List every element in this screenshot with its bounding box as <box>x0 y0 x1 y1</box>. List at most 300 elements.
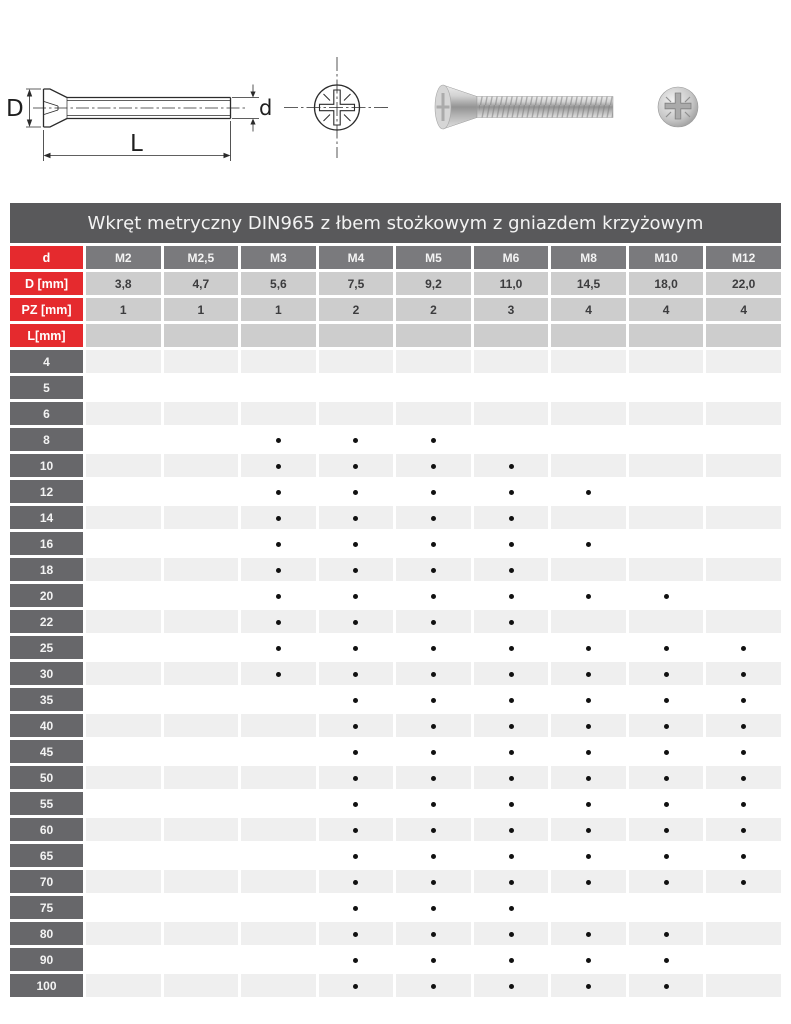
availability-row <box>10 532 781 555</box>
availability-cell <box>319 792 394 815</box>
availability-dot <box>741 828 746 833</box>
availability-dot <box>586 672 591 677</box>
availability-cell <box>474 792 549 815</box>
availability-cell <box>319 532 394 555</box>
availability-cell <box>551 766 626 789</box>
availability-cell <box>241 506 316 529</box>
availability-cell <box>241 792 316 815</box>
availability-cell <box>319 870 394 893</box>
availability-cell <box>551 818 626 841</box>
availability-dot <box>431 542 436 547</box>
dim-label-D: D <box>6 96 24 122</box>
availability-cell <box>319 818 394 841</box>
availability-cell <box>164 714 239 737</box>
availability-cell <box>241 870 316 893</box>
availability-cell <box>319 662 394 685</box>
availability-cell <box>396 844 471 867</box>
availability-dot <box>276 490 281 495</box>
availability-cell <box>551 896 626 919</box>
availability-cell <box>319 974 394 997</box>
availability-cell <box>629 792 704 815</box>
availability-cell <box>319 740 394 763</box>
availability-dot <box>353 750 358 755</box>
availability-dot <box>431 750 436 755</box>
availability-dot <box>431 776 436 781</box>
availability-dot <box>276 464 281 469</box>
availability-dot <box>586 802 591 807</box>
availability-cell <box>629 896 704 919</box>
availability-cell <box>241 662 316 685</box>
availability-cell <box>629 350 704 373</box>
availability-row <box>10 870 781 893</box>
availability-cell <box>396 506 471 529</box>
length-cell: 18 <box>10 558 83 581</box>
spec-value-cell: 1 <box>241 298 316 321</box>
availability-dot <box>276 438 281 443</box>
availability-cell <box>164 610 239 633</box>
availability-cell <box>706 454 781 477</box>
table-title: Wkręt metryczny DIN965 z łbem stożkowym z gniazdem krzyżowym <box>10 203 781 243</box>
availability-dot <box>741 646 746 651</box>
availability-cell <box>396 896 471 919</box>
availability-cell <box>629 454 704 477</box>
availability-cell <box>241 610 316 633</box>
availability-cell <box>706 870 781 893</box>
availability-cell <box>706 350 781 373</box>
availability-row <box>10 428 781 451</box>
spec-value-cell: 1 <box>164 298 239 321</box>
availability-cell <box>706 506 781 529</box>
col-header-m6: M6 <box>474 246 549 269</box>
availability-dot <box>664 594 669 599</box>
length-cell: 70 <box>10 870 83 893</box>
availability-cell <box>241 636 316 659</box>
availability-dot <box>586 724 591 729</box>
availability-cell <box>474 454 549 477</box>
availability-dot <box>509 880 514 885</box>
availability-dot <box>664 672 669 677</box>
availability-dot <box>586 776 591 781</box>
availability-dot <box>353 984 358 989</box>
availability-dot <box>741 776 746 781</box>
availability-cell <box>164 350 239 373</box>
availability-dot <box>509 932 514 937</box>
length-cell: 80 <box>10 922 83 945</box>
availability-cell <box>474 402 549 425</box>
screw-drawing-svg <box>0 0 791 203</box>
availability-dot <box>353 906 358 911</box>
availability-cell <box>164 532 239 555</box>
availability-cell <box>86 870 161 893</box>
availability-dot <box>509 594 514 599</box>
availability-cell <box>396 974 471 997</box>
availability-cell <box>86 480 161 503</box>
availability-cell <box>86 558 161 581</box>
spec-value-cell: 11,0 <box>474 272 549 295</box>
spec-value-cell: 3 <box>474 298 549 321</box>
availability-dot <box>586 854 591 859</box>
availability-cell <box>86 350 161 373</box>
availability-dot <box>509 464 514 469</box>
availability-cell <box>86 896 161 919</box>
availability-dot <box>586 932 591 937</box>
availability-cell <box>396 636 471 659</box>
availability-cell <box>241 922 316 945</box>
availability-cell <box>551 662 626 685</box>
availability-dot <box>664 932 669 937</box>
availability-dot <box>276 646 281 651</box>
availability-cell <box>474 818 549 841</box>
corner-cell: d <box>10 246 83 269</box>
availability-row <box>10 636 781 659</box>
col-header-m10: M10 <box>629 246 704 269</box>
availability-dot <box>431 724 436 729</box>
availability-cell <box>319 922 394 945</box>
availability-dot <box>276 568 281 573</box>
length-cell: 16 <box>10 532 83 555</box>
availability-dot <box>509 698 514 703</box>
length-cell: 55 <box>10 792 83 815</box>
availability-dot <box>431 984 436 989</box>
availability-cell <box>551 350 626 373</box>
availability-row <box>10 740 781 763</box>
availability-dot <box>353 828 358 833</box>
availability-cell <box>474 922 549 945</box>
availability-cell <box>86 584 161 607</box>
availability-cell <box>551 974 626 997</box>
length-cell: 4 <box>10 350 83 373</box>
availability-dot <box>431 802 436 807</box>
availability-cell <box>474 740 549 763</box>
availability-row <box>10 454 781 477</box>
availability-dot <box>431 698 436 703</box>
availability-dot <box>664 984 669 989</box>
empty-spec-cell <box>396 324 471 347</box>
availability-cell <box>551 688 626 711</box>
availability-cell <box>474 896 549 919</box>
length-cell: 65 <box>10 844 83 867</box>
availability-cell <box>396 610 471 633</box>
availability-cell <box>706 792 781 815</box>
availability-row <box>10 688 781 711</box>
dim-label-L: L <box>130 131 143 157</box>
availability-cell <box>319 714 394 737</box>
availability-cell <box>551 714 626 737</box>
availability-cell <box>629 402 704 425</box>
length-cell: 90 <box>10 948 83 971</box>
size-header-row <box>10 246 781 269</box>
availability-row <box>10 896 781 919</box>
availability-cell <box>164 688 239 711</box>
availability-cell <box>474 506 549 529</box>
length-cell: 12 <box>10 480 83 503</box>
empty-spec-cell <box>164 324 239 347</box>
availability-cell <box>164 480 239 503</box>
length-header-row <box>10 324 781 347</box>
availability-dot <box>276 672 281 677</box>
availability-cell <box>706 922 781 945</box>
screw-head-photo <box>658 87 698 127</box>
availability-dot <box>353 802 358 807</box>
availability-cell <box>551 610 626 633</box>
length-cell: 6 <box>10 402 83 425</box>
availability-cell <box>629 636 704 659</box>
availability-cell <box>164 740 239 763</box>
availability-row <box>10 922 781 945</box>
availability-dot <box>664 958 669 963</box>
availability-dot <box>431 828 436 833</box>
availability-cell <box>474 584 549 607</box>
spec-value-cell: 4,7 <box>164 272 239 295</box>
availability-cell <box>551 844 626 867</box>
availability-cell <box>706 818 781 841</box>
availability-cell <box>164 506 239 529</box>
availability-cell <box>319 688 394 711</box>
availability-row <box>10 974 781 997</box>
col-header-m3: M3 <box>241 246 316 269</box>
availability-cell <box>86 844 161 867</box>
availability-cell <box>474 558 549 581</box>
availability-cell <box>396 454 471 477</box>
technical-drawings <box>0 0 791 203</box>
availability-dot <box>509 620 514 625</box>
availability-cell <box>474 844 549 867</box>
availability-cell <box>629 584 704 607</box>
availability-cell <box>241 350 316 373</box>
availability-dot <box>353 880 358 885</box>
availability-dot <box>431 438 436 443</box>
spec-table <box>7 243 784 1000</box>
availability-cell <box>241 844 316 867</box>
availability-cell <box>319 584 394 607</box>
availability-dot <box>509 854 514 859</box>
availability-cell <box>396 584 471 607</box>
empty-spec-cell <box>241 324 316 347</box>
availability-dot <box>431 516 436 521</box>
availability-cell <box>86 948 161 971</box>
availability-cell <box>241 740 316 763</box>
availability-cell <box>629 428 704 451</box>
availability-cell <box>706 402 781 425</box>
availability-cell <box>706 428 781 451</box>
availability-cell <box>551 636 626 659</box>
availability-dot <box>664 880 669 885</box>
availability-cell <box>86 792 161 815</box>
availability-cell <box>241 532 316 555</box>
availability-cell <box>319 844 394 867</box>
length-cell: 25 <box>10 636 83 659</box>
empty-spec-cell <box>319 324 394 347</box>
availability-cell <box>396 740 471 763</box>
availability-cell <box>629 818 704 841</box>
availability-cell <box>551 558 626 581</box>
col-header-m12: M12 <box>706 246 781 269</box>
availability-cell <box>86 974 161 997</box>
availability-cell <box>396 818 471 841</box>
availability-cell <box>629 922 704 945</box>
availability-cell <box>629 974 704 997</box>
length-cell: 45 <box>10 740 83 763</box>
length-cell: 8 <box>10 428 83 451</box>
availability-cell <box>164 896 239 919</box>
availability-dot <box>431 906 436 911</box>
spec-value-cell: 18,0 <box>629 272 704 295</box>
spec-row <box>10 298 781 321</box>
spec-value-cell: 1 <box>86 298 161 321</box>
spec-value-cell: 22,0 <box>706 272 781 295</box>
col-header-m4: M4 <box>319 246 394 269</box>
availability-dot <box>431 490 436 495</box>
availability-cell <box>319 766 394 789</box>
availability-cell <box>551 402 626 425</box>
empty-spec-cell <box>629 324 704 347</box>
availability-dot <box>664 802 669 807</box>
availability-dot <box>353 854 358 859</box>
availability-dot <box>353 958 358 963</box>
availability-cell <box>86 714 161 737</box>
length-cell: 14 <box>10 506 83 529</box>
availability-dot <box>586 828 591 833</box>
availability-cell <box>86 662 161 685</box>
availability-cell <box>164 974 239 997</box>
availability-cell <box>629 766 704 789</box>
availability-dot <box>509 776 514 781</box>
availability-dot <box>509 984 514 989</box>
availability-cell <box>86 766 161 789</box>
availability-cell <box>164 428 239 451</box>
empty-spec-cell <box>86 324 161 347</box>
availability-dot <box>509 568 514 573</box>
availability-cell <box>396 428 471 451</box>
availability-row <box>10 376 781 399</box>
availability-cell <box>706 766 781 789</box>
availability-cell <box>551 792 626 815</box>
availability-dot <box>509 516 514 521</box>
availability-cell <box>396 480 471 503</box>
availability-dot <box>431 672 436 677</box>
availability-cell <box>86 402 161 425</box>
availability-dot <box>586 750 591 755</box>
length-cell: 40 <box>10 714 83 737</box>
availability-dot <box>664 724 669 729</box>
availability-cell <box>86 532 161 555</box>
availability-row <box>10 766 781 789</box>
availability-dot <box>664 750 669 755</box>
availability-dot <box>431 932 436 937</box>
availability-cell <box>319 350 394 373</box>
availability-cell <box>164 662 239 685</box>
availability-dot <box>586 646 591 651</box>
availability-row <box>10 662 781 685</box>
availability-cell <box>319 896 394 919</box>
availability-dot <box>276 620 281 625</box>
availability-cell <box>474 480 549 503</box>
availability-cell <box>551 480 626 503</box>
availability-dot <box>353 646 358 651</box>
spec-row <box>10 272 781 295</box>
availability-cell <box>474 714 549 737</box>
availability-row <box>10 610 781 633</box>
length-header-label: L[mm] <box>10 324 83 347</box>
availability-cell <box>474 688 549 711</box>
thread-texture <box>479 97 613 118</box>
availability-cell <box>396 376 471 399</box>
availability-cell <box>629 480 704 503</box>
availability-cell <box>164 922 239 945</box>
availability-cell <box>396 792 471 815</box>
availability-dot <box>353 620 358 625</box>
availability-cell <box>241 480 316 503</box>
availability-cell <box>474 870 549 893</box>
availability-cell <box>164 558 239 581</box>
availability-cell <box>629 714 704 737</box>
availability-cell <box>551 506 626 529</box>
availability-cell <box>706 974 781 997</box>
availability-dot <box>353 672 358 677</box>
availability-row <box>10 506 781 529</box>
availability-cell <box>629 870 704 893</box>
availability-cell <box>474 766 549 789</box>
availability-cell <box>86 428 161 451</box>
availability-cell <box>474 974 549 997</box>
availability-dot <box>509 542 514 547</box>
availability-dot <box>353 516 358 521</box>
availability-dot <box>276 542 281 547</box>
availability-dot <box>431 594 436 599</box>
availability-dot <box>741 672 746 677</box>
availability-row <box>10 792 781 815</box>
availability-row <box>10 948 781 971</box>
availability-cell <box>396 870 471 893</box>
availability-cell <box>474 636 549 659</box>
availability-row <box>10 350 781 373</box>
length-cell: 35 <box>10 688 83 711</box>
availability-cell <box>164 766 239 789</box>
availability-cell <box>86 506 161 529</box>
availability-cell <box>319 948 394 971</box>
availability-cell <box>396 922 471 945</box>
availability-cell <box>706 636 781 659</box>
availability-cell <box>396 766 471 789</box>
availability-cell <box>706 532 781 555</box>
availability-dot <box>741 698 746 703</box>
col-header-m5: M5 <box>396 246 471 269</box>
availability-cell <box>319 454 394 477</box>
availability-cell <box>164 376 239 399</box>
availability-cell <box>164 818 239 841</box>
availability-cell <box>629 532 704 555</box>
availability-cell <box>241 584 316 607</box>
availability-cell <box>474 532 549 555</box>
availability-dot <box>353 464 358 469</box>
availability-cell <box>241 948 316 971</box>
availability-cell <box>551 922 626 945</box>
availability-dot <box>509 646 514 651</box>
spec-value-cell: 5,6 <box>241 272 316 295</box>
availability-dot <box>353 542 358 547</box>
availability-cell <box>241 376 316 399</box>
availability-dot <box>509 906 514 911</box>
availability-cell <box>706 948 781 971</box>
availability-dot <box>353 438 358 443</box>
availability-dot <box>431 958 436 963</box>
availability-cell <box>396 402 471 425</box>
availability-cell <box>241 688 316 711</box>
availability-cell <box>706 688 781 711</box>
availability-cell <box>319 402 394 425</box>
spec-value-cell: 2 <box>396 298 471 321</box>
availability-cell <box>706 480 781 503</box>
